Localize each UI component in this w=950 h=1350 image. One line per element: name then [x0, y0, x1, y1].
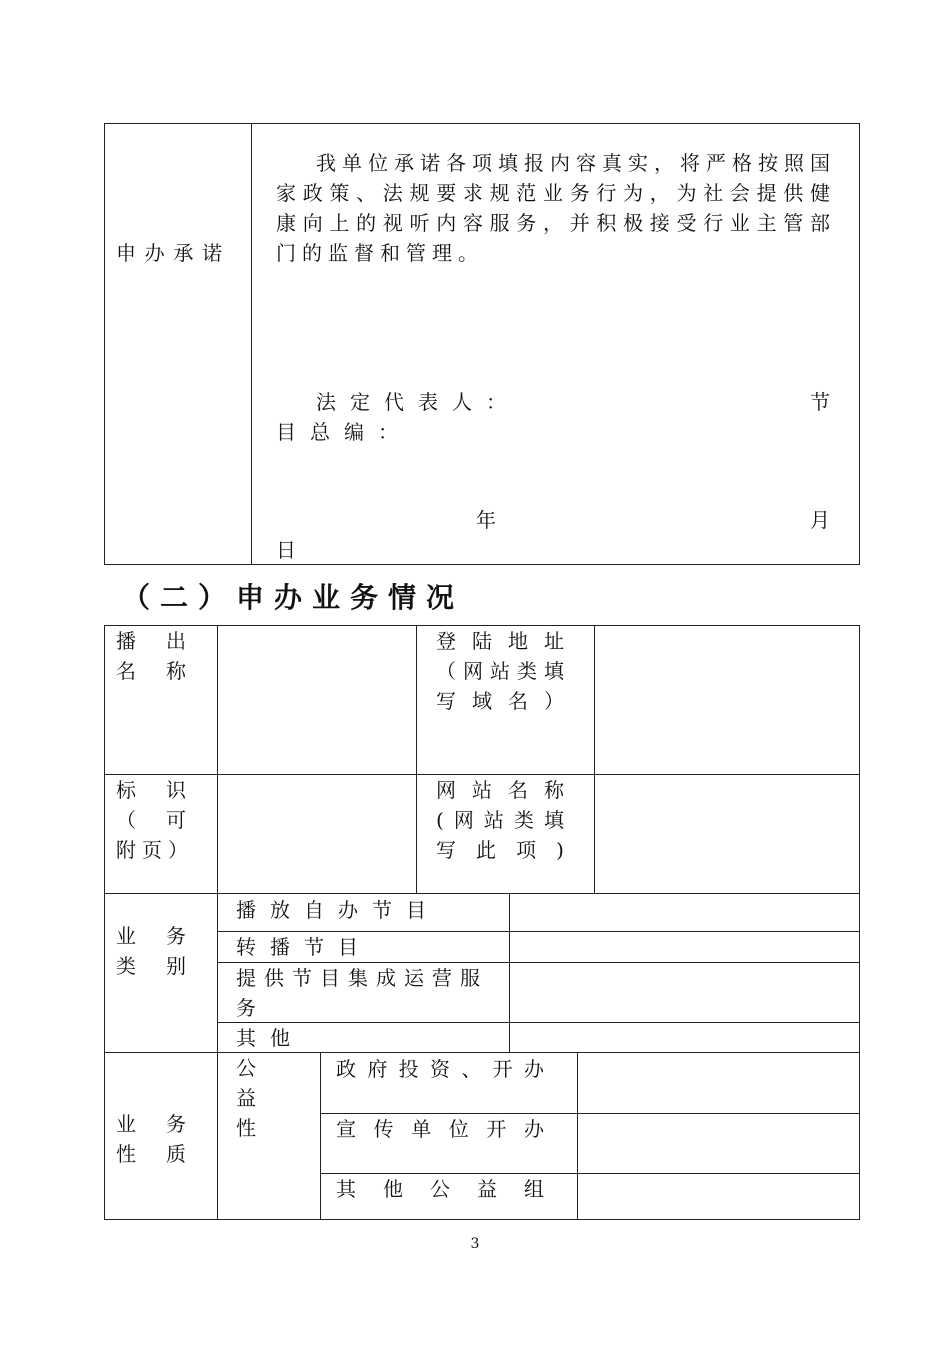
pledge-divider	[251, 123, 252, 565]
legal-rep-label: 法定代表人：	[316, 390, 520, 414]
public-welfare-label: 公益性	[236, 1056, 262, 1140]
table-right-border	[859, 625, 860, 1220]
business-type-label: 业务类别	[116, 924, 192, 978]
date-month: 月	[810, 508, 830, 532]
business-nature-label: 业务性质	[116, 1112, 192, 1166]
col-sep-2	[416, 625, 417, 894]
pledge-right-border	[859, 123, 860, 565]
pledge-text: 我单位承诺各项填报内容真实，将严格按照国家政策、法规要求规范业务行为，为社会提供健康向上的视听内容服务，并积极接受行业主管部门的监督和管理。	[276, 151, 836, 265]
type-other: 其他	[236, 1026, 304, 1050]
page-number: 3	[470, 1236, 480, 1252]
col-sep-3	[594, 625, 595, 894]
type-col-sep	[509, 893, 510, 1053]
type-own-programs: 播放自办节目	[236, 898, 440, 922]
table-left-border	[104, 625, 105, 1220]
date-day: 日	[276, 538, 296, 562]
nature-gov: 政府投资、开办	[336, 1057, 550, 1081]
col-sep-1	[217, 625, 218, 1220]
section-title: （二）申办业务情况	[122, 581, 465, 614]
pledge-top-border	[104, 123, 860, 124]
pledge-left-border	[104, 123, 105, 565]
nature-col-sep-2	[577, 1052, 578, 1220]
login-address-label: 登陆地址（网站类填写域名）	[436, 629, 570, 713]
site-name-label: 网站名称(网站类填写此项)	[436, 778, 570, 862]
nature-col-sep-1	[320, 1052, 321, 1220]
type-relay: 转播节目	[236, 935, 372, 959]
nature-other-public: 其他公益组	[336, 1177, 550, 1201]
pledge-label: 申办承诺	[116, 241, 228, 265]
chief-editor-label: 目总编：	[276, 420, 412, 444]
broadcast-name-label: 播出名称	[116, 629, 192, 683]
date-year: 年	[476, 508, 496, 532]
type-integration: 提供节目集成运营服务	[236, 966, 486, 1020]
nature-propaganda: 宣传单位开办	[336, 1117, 550, 1141]
pledge-bottom-border	[104, 564, 860, 565]
logo-label: 标识（可附页）	[116, 778, 194, 862]
chief-editor-lead: 节	[810, 390, 830, 414]
